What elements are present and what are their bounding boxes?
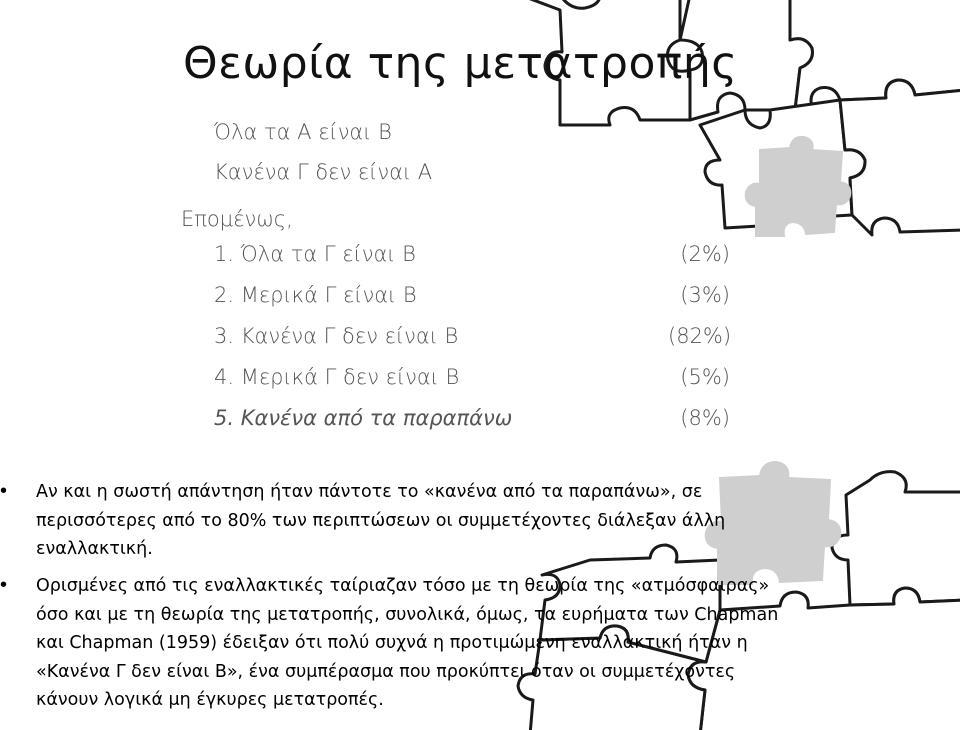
option-percent-3: (82%) (668, 324, 732, 348)
conclusion-label: Επομένως, (181, 207, 293, 231)
premise-1: Όλα τα Α είναι Β (214, 120, 392, 144)
bullet-text-2 (36, 572, 956, 715)
option-percent-2: (3%) (680, 283, 730, 307)
option-label-2: 2. Μερικά Γ είναι Β (214, 283, 417, 307)
bullet-line: «Κανένα Γ δεν είναι Β», ένα συμπέρασμα που προκύπτει όταν οι συμμετέχοντες (36, 661, 736, 682)
option-percent-5: (8%) (680, 406, 730, 430)
bullet-icon: • (0, 480, 8, 502)
bullet-line: περισσότερες από το 80% των περιπτώσεων οι συμμετέχοντες διάλεξαν άλλη (36, 510, 726, 531)
option-percent-1: (2%) (680, 242, 730, 266)
bullet-line: και Chapman (1959) έδειξαν ότι πολύ συχνά η προτιμώμενη εναλλακτική ήταν η (36, 633, 748, 653)
bullet-icon: • (0, 574, 8, 596)
bullet-line: κάνουν λογικά μη έγκυρες μετατροπές. (36, 690, 384, 710)
bullet-line: Αν και η σωστή απάντηση ήταν πάντοτε το «κανένα από τα παραπάνω», σε (36, 482, 703, 502)
bullet-line: Ορισμένες από τις εναλλακτικές ταίριαζαν τόσο με τη θεωρία της «ατμόσφαιρας» (36, 576, 770, 596)
option-label-5: 5. Κανένα από τα παραπάνω (214, 406, 513, 430)
bullet-line: όσο και με τη θεωρία της μετατροπής, συνολικά, όμως, τα ευρήματα των Chapman (36, 604, 779, 625)
option-percent-4: (5%) (680, 365, 730, 389)
bullet-text-1 (36, 478, 956, 564)
option-label-3: 3. Κανένα Γ δεν είναι Β (214, 324, 459, 348)
option-label-4: 4. Μερικά Γ δεν είναι Β (214, 365, 460, 389)
option-label-1: 1. Όλα τα Γ είναι Β (214, 242, 416, 266)
puzzle-piece-gray-icon (746, 137, 851, 236)
bullet-line: εναλλακτική. (36, 539, 153, 559)
slide-title: Θεωρία της μετατροπής (183, 38, 738, 89)
premise-2: Κανένα Γ δεν είναι Α (214, 160, 433, 184)
